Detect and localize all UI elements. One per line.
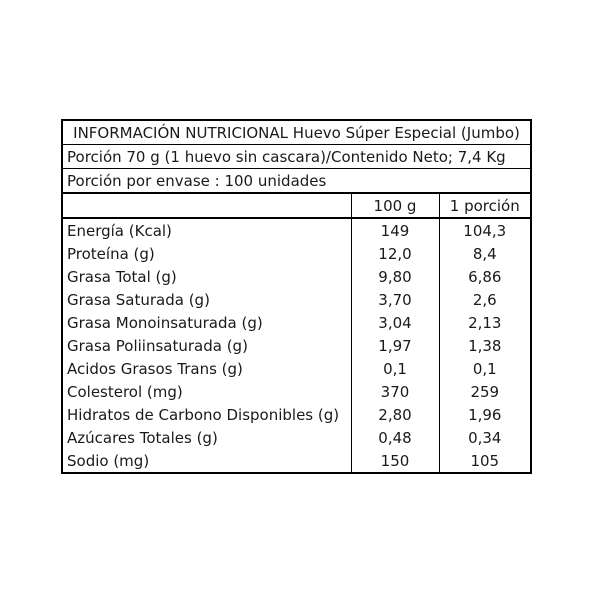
nutrient-name: Azúcares Totales (g) (62, 426, 351, 449)
nutrient-name: Energía (Kcal) (62, 218, 351, 242)
value-per-100g: 1,97 (351, 334, 439, 357)
value-per-portion: 2,6 (439, 288, 531, 311)
portions-per-container: Porción por envase : 100 unidades (62, 169, 531, 194)
table-row (62, 311, 531, 334)
value-per-portion: 8,4 (439, 242, 531, 265)
value-per-100g: 150 (351, 449, 439, 473)
table-row (62, 218, 531, 242)
column-header-per-100g: 100 g (351, 193, 439, 218)
value-per-portion: 105 (439, 449, 531, 473)
nutrition-facts-table (61, 119, 532, 474)
value-per-100g: 0,1 (351, 357, 439, 380)
column-header-row (62, 193, 531, 218)
value-per-100g: 3,70 (351, 288, 439, 311)
table-row (62, 449, 531, 473)
value-per-portion: 259 (439, 380, 531, 403)
column-header-per-portion: 1 porción (439, 193, 531, 218)
nutrient-name: Grasa Saturada (g) (62, 288, 351, 311)
table-title: INFORMACIÓN NUTRICIONAL Huevo Súper Especial (Jumbo) (62, 120, 531, 145)
value-per-100g: 3,04 (351, 311, 439, 334)
nutrient-name: Grasa Poliinsaturada (g) (62, 334, 351, 357)
nutrient-name: Sodio (mg) (62, 449, 351, 473)
nutrient-name: Grasa Total (g) (62, 265, 351, 288)
table-row (62, 265, 531, 288)
nutrient-name: Colesterol (mg) (62, 380, 351, 403)
table-row (62, 380, 531, 403)
value-per-100g: 9,80 (351, 265, 439, 288)
value-per-portion: 0,34 (439, 426, 531, 449)
value-per-100g: 370 (351, 380, 439, 403)
value-per-portion: 6,86 (439, 265, 531, 288)
nutrient-name: Hidratos de Carbono Disponibles (g) (62, 403, 351, 426)
nutrient-name: Acidos Grasos Trans (g) (62, 357, 351, 380)
table-row (62, 357, 531, 380)
portion-size: Porción 70 g (1 huevo sin cascara)/Contenido Neto; 7,4 Kg (62, 145, 531, 169)
value-per-100g: 149 (351, 218, 439, 242)
table-row (62, 242, 531, 265)
value-per-portion: 104,3 (439, 218, 531, 242)
table-row (62, 403, 531, 426)
nutrient-name: Proteína (g) (62, 242, 351, 265)
value-per-portion: 1,38 (439, 334, 531, 357)
value-per-100g: 0,48 (351, 426, 439, 449)
table-row (62, 426, 531, 449)
value-per-100g: 12,0 (351, 242, 439, 265)
value-per-portion: 2,13 (439, 311, 531, 334)
table-row (62, 334, 531, 357)
table-row (62, 288, 531, 311)
column-header-nutrient (62, 193, 351, 218)
value-per-portion: 0,1 (439, 357, 531, 380)
value-per-portion: 1,96 (439, 403, 531, 426)
value-per-100g: 2,80 (351, 403, 439, 426)
nutrient-name: Grasa Monoinsaturada (g) (62, 311, 351, 334)
